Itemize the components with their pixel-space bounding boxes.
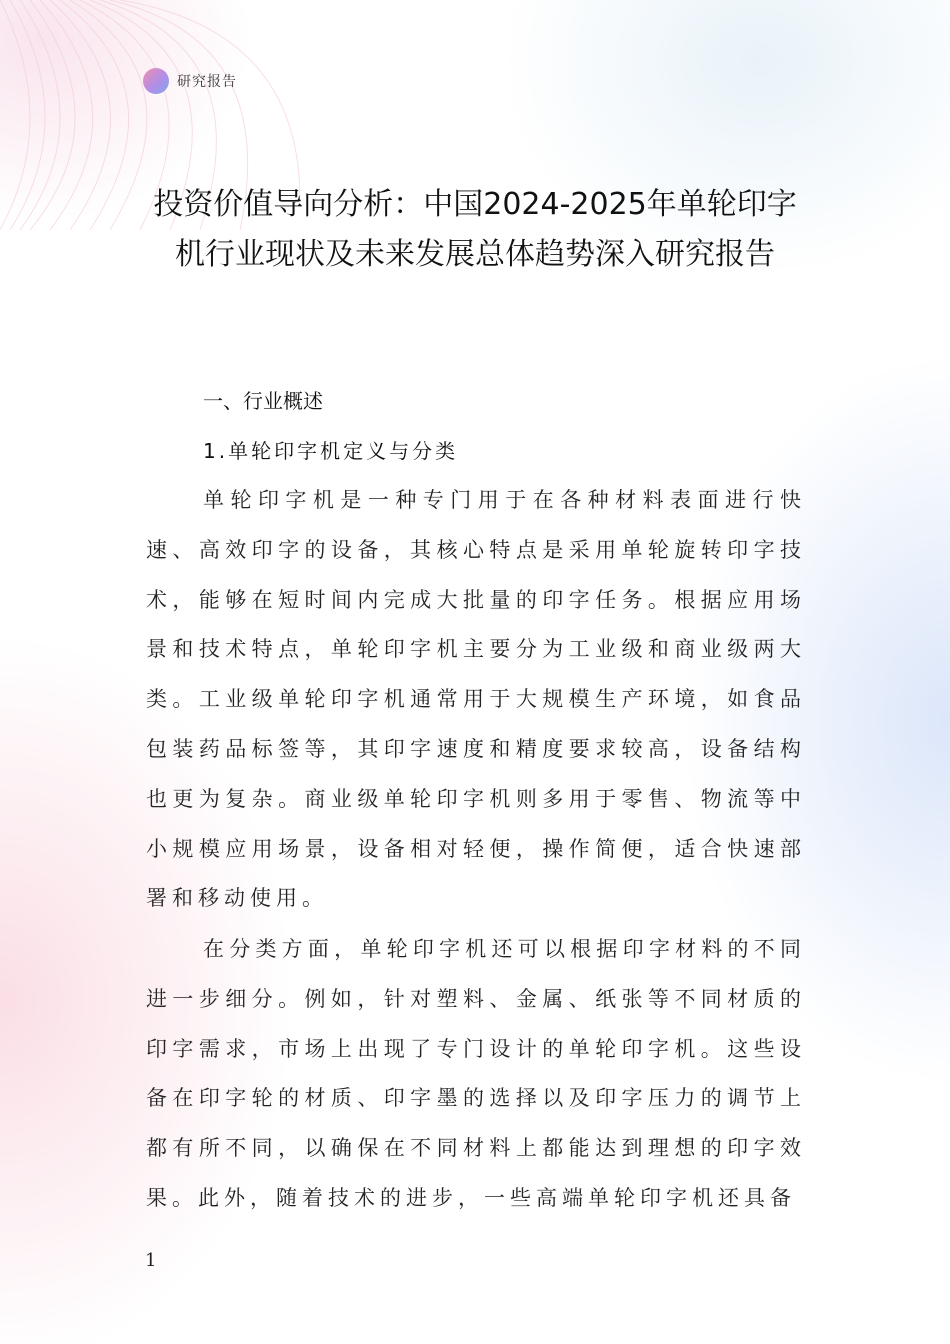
subsection-heading: 1.单轮印字机定义与分类	[203, 439, 459, 463]
header-label: 研究报告	[177, 74, 237, 90]
document-title: 投资价值导向分析：中国2024-2025年单轮印字机行业现状及未来发展总体趋势深入研究报告	[153, 187, 797, 272]
brand-logo-icon	[143, 68, 169, 94]
body-paragraph: 单轮印字机是一种专门用于在各种材料表面进行快速、高效印字的设备，其核心特点是采用单轮旋转印字技术，能够在短时间内完成大批量的印字任务。根据应用场景和技术特点，单轮印字机主要分为工业级和商业级两大类。工业级单轮印字机通常用于大规模生产环境，如食品包装药品标签等，其印字速度和精度要求较高，设备结构也更为复杂。商业级单轮印字机则多用于零售、物流等中小规模应用场景，设备相对轻便，操作简便，适合快速部署和移动使用。	[146, 488, 806, 911]
report-header	[143, 68, 237, 94]
page-number: 1	[145, 1250, 157, 1271]
body-paragraph: 在分类方面，单轮印字机还可以根据印字材料的不同进一步细分。例如，针对塑料、金属、纸张等不同材质的印字需求，市场上出现了专门设计的单轮印字机。这些设备在印字轮的材质、印字墨的选择以及印字压力的调节上都有所不同，以确保在不同材料上都能达到理想的印字效果。此外，随着技术的进步，一些高端单轮印字机还具备	[146, 937, 806, 1210]
section-heading: 一、行业概述	[203, 389, 323, 413]
